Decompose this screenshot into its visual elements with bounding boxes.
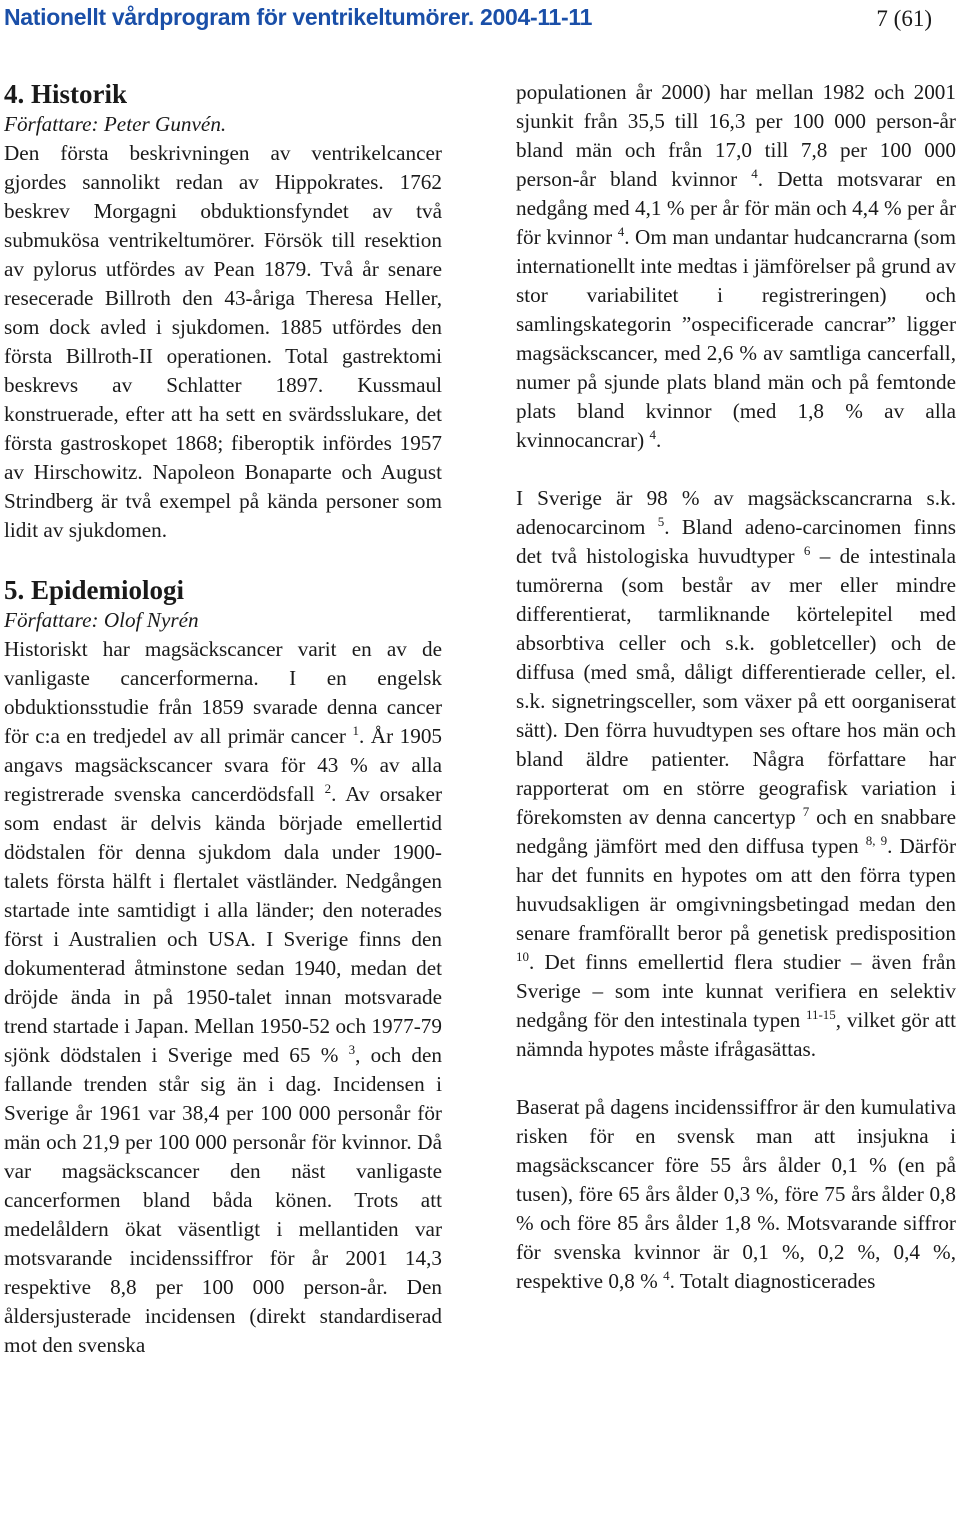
page-number: 7 (61) [876,6,932,31]
spacer [4,545,442,574]
reference-superscript: 6 [803,542,811,558]
section-4-heading: 4. Historik [4,79,128,109]
text-run: . Därför har det funnits en hypotes om att den förra typen huvudsakligen är omgivningsbetingad medan den senare framförallt beror på genetisk predisposition [516,834,957,945]
reference-superscript: 4 [751,165,758,181]
reference-superscript: 4 [649,426,657,442]
text-run: I Sverige är 98 % av magsäckscancrarna s.k. adenocarcinom [516,486,956,539]
spacer [516,1064,956,1093]
section-5-paragraph-1 [4,635,442,1360]
text-run: . Totalt diagnosticerades [669,1269,876,1293]
document-title: Nationellt vårdprogram för ventrikeltumörer. 2004-11-11 [4,4,593,30]
reference-superscript: 11-15 [805,1006,836,1022]
text-run: . Det finns emellertid flera studier – även från Sverige – som inte kunnat verifiera en selektiv nedgång för den intestinala typen [516,950,956,1032]
reference-superscript: 5 [657,513,665,529]
text-run: . Bland adeno-carcinomen finns det två histologiska huvudtyper [516,515,956,568]
text-run: . [656,428,662,452]
section-5-heading: 5. Epidemiologi [4,575,185,605]
section-5-author: Författare: Olof Nyrén [4,608,199,632]
reference-superscript: 4 [617,223,625,239]
text-run: populationen år 2000) har mellan 1982 och 2001 sjunkit från 35,5 till 16,3 per 100 000 person-år bland män och från 17,0 till 7,8 per 100 000 person-år bland kvinnor [516,80,956,191]
text-run: och en snabbare nedgång jämfört med den diffusa typen [516,805,956,858]
reference-superscript: 7 [802,803,810,819]
text-run: . Av orsaker som endast är delvis kända började emellertid dödstalen för denna sjukdom dala under 1900-talets första hälft i flertalet västländer. Nedgången startade inte samtidigt i alla länder; den noterades först i Australien och USA. I Sverige finns den dokumenterad åtminstone sedan 1940, medan det dröjde ända in på 1950-talet innan motsvarade trend startade i Japan. Mellan 1950-52 och 1977-79 sjönk dödstalen i Sverige med 65 % [4,782,442,1067]
text-run: . Om man undantar hudcancrarna (som internationellt inte medtas i jämförelser på grund av stor variabilitet i registreringen) och samlingskategorin ”ospecificerade cancrar” ligger magsäckscancer, med 2,6 % av samtliga cancerfall, numer på sjunde plats bland män och på femtonde plats bland kvinnor (med 1,8 % av alla kvinnocancrar) [516,225,956,452]
text-run: , och den fallande trenden står sig än i dag. Incidensen i Sverige år 1961 var 38,4 per 100 000 personår för män och 21,9 per 100 000 personår för kvinnor. Då var magsäckscancer den näst vanligaste cancerformen bland båda könen. Trots att medelåldern ökat väsentligt i mellantiden var motsvarande incidenssiffror för år 2001 14,3 respektive 8,8 per 100 000 person-år. Den åldersjusterade incidensen (direkt standardiserad mot den svenska [4,1043,442,1357]
text-run: . Detta motsvarar en nedgång med 4,1 % per år för män och 4,4 % per år för kvinnor [516,167,956,249]
text-run: Baserat på dagens incidenssiffror är den kumulativa risken för en svensk man att insjukna i magsäckscancer före 55 års ålder 0,1 % (en på tusen), före 65 års ålder 0,3 %, före 75 års ålder 0,8 % och före 85 års ålder 1,8 %. Motsvarande siffror för svenska kvinnor är 0,1 %, 0,2 %, 0,4 %, respektive 0,8 % [516,1095,956,1293]
reference-superscript: 8, 9 [865,832,888,848]
text-run: , vilket gör att nämnda hypotes måste ifrågasättas. [516,1008,956,1061]
section-4-body: Den första beskrivningen av ventrikelcancer gjordes sannolikt redan av Hippokrates. 1762 beskrev Morgagni obduktionsfyndet av två submukösa ventrikeltumörer. Försök till resektion av pylorus utfördes av Pean 1879. Två år senare resecerade Billroth den 43-åriga Theresa Heller, som dock avled i sjukdomen. 1885 utfördes den första Billroth-II operationen. Total gastrektomi beskrevs av Schlatter 1897. Kussmaul konstruerade, efter att ha sett en svärdsslukare, det första gastroskopet 1868; fiberoptik infördes 1957 av Hirschowitz. Napoleon Bonaparte och August Strindberg är två exempel på kända personer som lidit av sjukdomen. [4,141,442,542]
section-4-author: Författare: Peter Gunvén. [4,112,227,136]
spacer [516,455,956,484]
reference-superscript: 3 [348,1041,356,1057]
text-run: Historiskt har magsäckscancer varit en av de vanligaste cancerformerna. I en engelsk obduktionsstudie från 1859 svarade denna cancer för c:a en tredjedel av all primär cancer [4,637,442,748]
text-run: – de intestinala tumörerna (som består av mer eller mindre differentierat, tarmliknande körtelepitel med absorbtiva celler och s.k. gobletceller) och de diffusa (med små, dåligt differentierade celler, el. s.k. signetringsceller, som växer på ett oorganiserat sätt). Den förra huvudtypen ses oftare hos män och bland äldre patienter. Några författare har rapporterat om en större geografisk variation i förekomsten av denna cancertyp [516,544,956,829]
section-5-paragraph-3 [516,1093,956,1296]
section-5-paragraph-1-continued [516,78,956,455]
text-run: . År 1905 angavs magsäckscancer svara för 43 % av alla registrerade svenska cancerdödsfall [4,724,443,806]
page-header [0,0,960,44]
reference-superscript: 4 [663,1267,670,1283]
reference-superscript: 2 [324,780,332,796]
reference-superscript: 1 [352,722,359,738]
reference-superscript: 10 [516,948,529,964]
section-5-paragraph-2 [516,484,956,1064]
right-column [516,78,956,1296]
left-column [4,78,442,1360]
